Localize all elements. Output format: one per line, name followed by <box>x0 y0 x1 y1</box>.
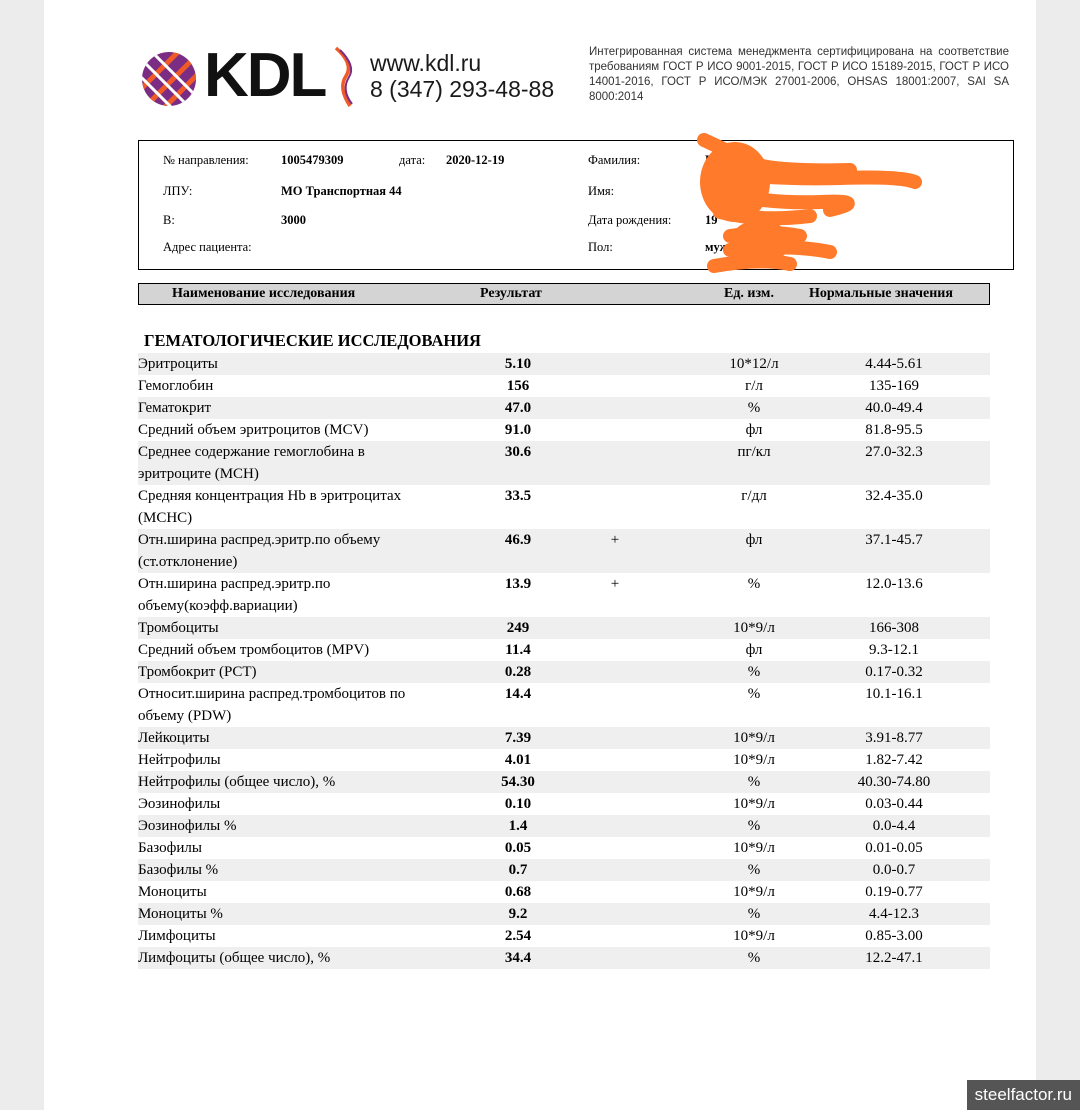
result-value: 0.7 <box>508 862 528 878</box>
result-value: 5.10 <box>504 356 532 372</box>
table-row <box>138 749 990 771</box>
norm-range: 0.19-0.77 <box>865 884 923 900</box>
table-row <box>138 419 990 441</box>
unit-value: % <box>747 862 761 878</box>
birth-label: Дата рождения: <box>588 213 672 227</box>
norm-range: 40.30-74.80 <box>857 774 931 790</box>
table-row <box>138 573 990 617</box>
test-name: Среднее содержание гемоглобина в эритроците (MCH) <box>138 444 365 482</box>
unit-value: 10*9/л <box>733 752 775 768</box>
result-value: 54.30 <box>501 774 535 790</box>
test-name: Нейтрофилы (общее число), % <box>138 774 336 790</box>
table-row <box>138 397 990 419</box>
unit-value: % <box>747 664 761 680</box>
table-row <box>138 859 990 881</box>
test-name: Базофилы % <box>138 862 219 878</box>
norm-range: 0.0-0.7 <box>872 862 916 878</box>
test-name: Средний объем эритроцитов (MCV) <box>138 422 369 438</box>
sex-label: Пол: <box>588 240 613 254</box>
unit-value: 10*9/л <box>733 730 775 746</box>
date-value: 2020-12-19 <box>446 153 505 167</box>
unit-value: % <box>747 818 761 834</box>
table-row <box>138 815 990 837</box>
result-value: 14.4 <box>504 686 532 702</box>
result-value: 9.2 <box>508 906 528 922</box>
unit-value: % <box>747 774 761 790</box>
test-name: Гематокрит <box>138 400 212 416</box>
unit-value: % <box>747 686 761 702</box>
abnormal-flag: + <box>610 532 620 548</box>
unit-value: 10*9/л <box>733 884 775 900</box>
norm-range: 166-308 <box>869 620 919 636</box>
norm-range: 0.0-4.4 <box>872 818 916 834</box>
brand-brace-icon <box>332 46 358 108</box>
col-header-name: Наименование исследования <box>172 286 356 301</box>
table-row <box>138 903 990 925</box>
unit-value: % <box>747 400 761 416</box>
unit-value: 10*9/л <box>733 928 775 944</box>
norm-range: 4.4-12.3 <box>869 906 919 922</box>
norm-range: 9.3-12.1 <box>869 642 919 658</box>
norm-range: 4.44-5.61 <box>865 356 923 372</box>
test-name: Лимфоциты <box>138 928 216 944</box>
norm-range: 40.0-49.4 <box>865 400 923 416</box>
section-title: ГЕМАТОЛОГИЧЕСКИЕ ИССЛЕДОВАНИЯ <box>144 331 481 350</box>
address-label: Адрес пациента: <box>163 240 252 254</box>
norm-range: 0.01-0.05 <box>865 840 923 856</box>
table-row <box>138 683 990 727</box>
test-name: Лимфоциты (общее число), % <box>138 950 331 966</box>
table-row <box>138 947 990 969</box>
norm-range: 135-169 <box>869 378 919 394</box>
norm-range: 3.91-8.77 <box>865 730 923 746</box>
unit-value: 10*12/л <box>729 356 779 372</box>
test-name: Отн.ширина распред.эритр.по объему (ст.отклонение) <box>138 532 381 570</box>
results-table-header <box>138 283 990 305</box>
table-row <box>138 793 990 815</box>
table-row <box>138 441 990 485</box>
table-row <box>138 639 990 661</box>
test-name: Эозинофилы % <box>138 818 237 834</box>
result-value: 1.4 <box>508 818 528 834</box>
test-name: Средний объем тромбоцитов (MPV) <box>138 642 370 658</box>
surname-label: Фамилия: <box>588 153 641 167</box>
norm-range: 37.1-45.7 <box>865 532 923 548</box>
referral-value: 1005479309 <box>281 153 344 167</box>
test-name: Относит.ширина распред.тромбоцитов по объему (PDW) <box>138 686 406 724</box>
unit-value: 10*9/л <box>733 620 775 636</box>
test-name: Тромбоциты <box>138 620 219 636</box>
unit-value: г/дл <box>741 488 767 504</box>
contacts <box>370 50 554 102</box>
unit-value: фл <box>745 422 763 438</box>
test-name: Эритроциты <box>138 356 218 372</box>
col-header-unit: Ед. изм. <box>724 286 774 301</box>
redaction-scribble <box>690 132 930 277</box>
result-value: 0.05 <box>504 840 532 856</box>
norm-range: 32.4-35.0 <box>865 488 923 504</box>
table-row <box>138 375 990 397</box>
norm-range: 0.85-3.00 <box>865 928 923 944</box>
result-value: 33.5 <box>504 488 532 504</box>
norm-range: 12.2-47.1 <box>865 950 923 966</box>
unit-value: фл <box>745 532 763 548</box>
result-value: 0.28 <box>504 664 532 680</box>
unit-value: пг/кл <box>737 444 771 460</box>
test-name: Эозинофилы <box>138 796 221 812</box>
table-row <box>138 353 990 375</box>
birth-value: 19 <box>705 213 718 227</box>
unit-value: 10*9/л <box>733 796 775 812</box>
test-name: Тромбокрит (PCT) <box>138 664 257 680</box>
table-row <box>138 881 990 903</box>
result-value: 11.4 <box>505 642 531 658</box>
test-name: Моноциты <box>138 884 207 900</box>
result-value: 46.9 <box>504 532 532 548</box>
unit-value: 10*9/л <box>733 840 775 856</box>
unit-value: фл <box>745 642 763 658</box>
date-label: дата: <box>399 153 426 167</box>
unit-value: % <box>747 576 761 592</box>
table-row <box>138 925 990 947</box>
test-name: Моноциты % <box>138 906 223 922</box>
lpu-label: ЛПУ: <box>163 184 193 198</box>
result-value: 91.0 <box>504 422 532 438</box>
result-value: 34.4 <box>504 950 532 966</box>
sex-value: муж <box>705 240 729 254</box>
brand-name: KDL <box>204 41 326 110</box>
norm-range: 12.0-13.6 <box>865 576 923 592</box>
referral-label: № направления: <box>163 153 249 167</box>
col-header-norm: Нормальные значения <box>809 286 953 301</box>
norm-range: 81.8-95.5 <box>865 422 923 438</box>
result-value: 13.9 <box>504 576 532 592</box>
unit-value: % <box>747 906 761 922</box>
result-value: 30.6 <box>504 444 532 460</box>
watermark: steelfactor.ru <box>967 1080 1080 1110</box>
norm-range: 0.17-0.32 <box>865 664 923 680</box>
name-label: Имя: <box>588 184 615 198</box>
table-row <box>138 529 990 573</box>
table-row <box>138 661 990 683</box>
table-row <box>138 485 990 529</box>
result-value: 156 <box>506 378 530 394</box>
result-value: 249 <box>506 620 530 636</box>
result-value: 0.10 <box>504 796 532 812</box>
test-name: Средняя концентрация Hb в эритроцитах (MCHC) <box>138 488 402 526</box>
v-label: В: <box>163 213 175 227</box>
table-row <box>138 837 990 859</box>
norm-range: 10.1-16.1 <box>865 686 923 702</box>
kdl-logo-icon <box>140 50 198 108</box>
results-table-body <box>138 353 990 969</box>
test-name: Отн.ширина распред.эритр.по объему(коэфф.вариации) <box>138 576 331 614</box>
norm-range: 1.82-7.42 <box>865 752 923 768</box>
result-value: 2.54 <box>504 928 532 944</box>
lpu-value: МО Транспортная 44 <box>281 184 402 198</box>
result-value: 0.68 <box>504 884 532 900</box>
table-row <box>138 617 990 639</box>
website-link[interactable]: www.kdl.ru <box>370 50 482 76</box>
v-value: 3000 <box>281 213 306 227</box>
col-header-result: Результат <box>480 286 542 301</box>
norm-range: 0.03-0.44 <box>865 796 923 812</box>
test-name: Лейкоциты <box>138 730 210 746</box>
certification-note: Интегрированная система менеджмента сертифицирована на соответствие требованиям ГОСТ Р ИСО 9001-2015, ГОСТ Р ИСО 15189-2015, ГОСТ Р ИСО 14001-2016, ГОСТ Р ИСО/МЭК 27001-2006, OHSAS 18001:2007, SAI SA 8000:2014 <box>589 46 1009 103</box>
phone-number: 8 (347) 293-48-88 <box>370 76 555 102</box>
result-value: 4.01 <box>504 752 532 768</box>
result-value: 47.0 <box>504 400 532 416</box>
abnormal-flag: + <box>610 576 620 592</box>
unit-value: % <box>747 950 761 966</box>
unit-value: г/л <box>745 378 763 394</box>
test-name: Нейтрофилы <box>138 752 221 768</box>
test-name: Гемоглобин <box>138 378 214 394</box>
result-value: 7.39 <box>504 730 532 746</box>
table-row <box>138 727 990 749</box>
table-row <box>138 771 990 793</box>
norm-range: 27.0-32.3 <box>865 444 923 460</box>
test-name: Базофилы <box>138 840 202 856</box>
